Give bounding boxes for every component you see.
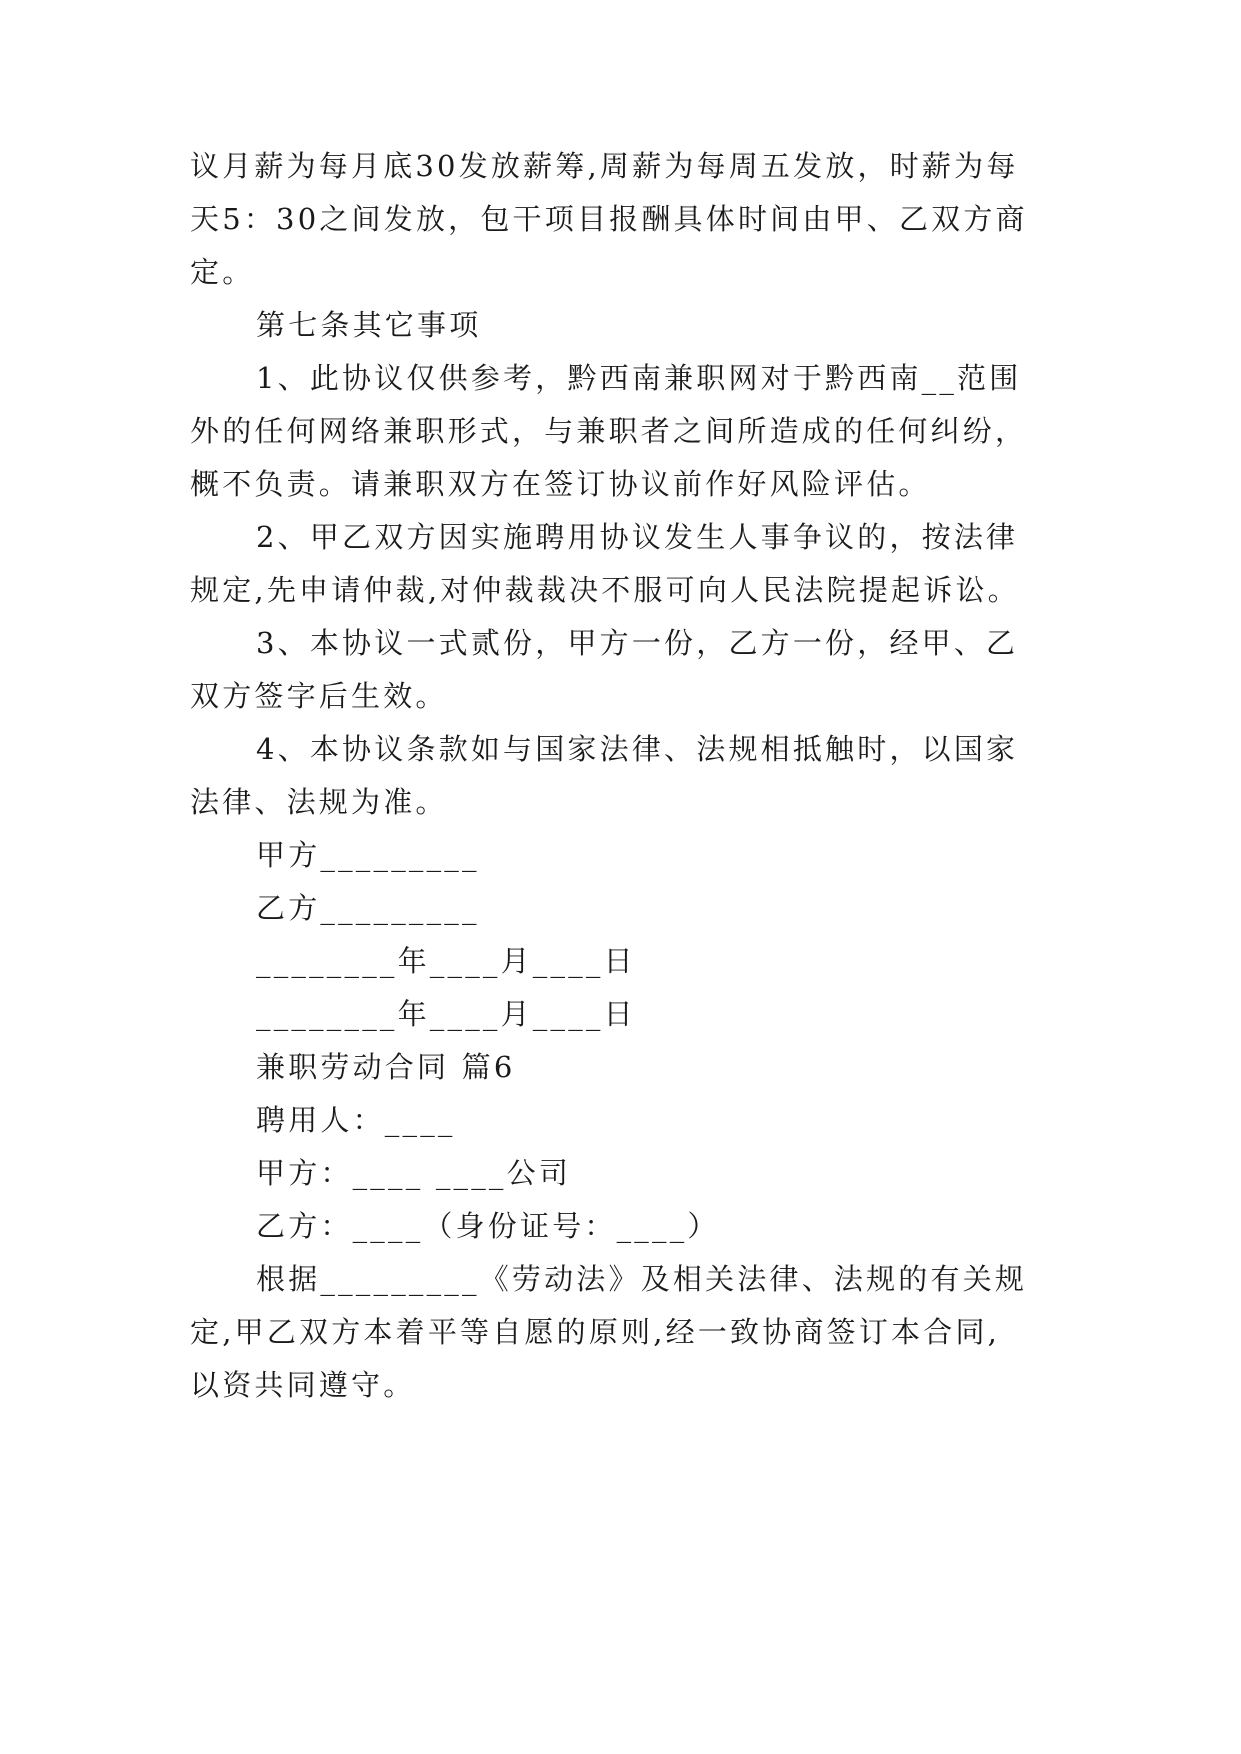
- party-b-field: 乙方：____（身份证号：____）: [256, 1209, 720, 1243]
- body-text-line: 定,甲乙双方本着平等自愿的原则,经一致协商签订本合同,: [190, 1315, 1001, 1349]
- body-text-line: 法律、法规为准。: [190, 785, 448, 819]
- signature-date: ________年____月____日: [256, 944, 636, 978]
- body-text-line: 定。: [190, 255, 255, 289]
- section-heading: 第七条其它事项: [256, 308, 482, 342]
- body-text-line: 根据_________《劳动法》及相关法律、法规的有关规: [256, 1262, 1028, 1296]
- signature-date: ________年____月____日: [256, 997, 636, 1031]
- party-a-field: 甲方：____ ____公司: [256, 1156, 572, 1190]
- body-text-line: 1、此协议仅供参考，黔西南兼职网对于黔西南__范围: [256, 361, 1022, 395]
- body-text-line: 议月薪为每月底30发放薪筹,周薪为每周五发放，时薪为每: [190, 149, 1019, 183]
- signature-party-a: 甲方_________: [256, 838, 480, 872]
- contract-title: 兼职劳动合同 篇6: [256, 1050, 516, 1084]
- body-text-line: 4、本协议条款如与国家法律、法规相抵触时，以国家: [256, 732, 1019, 766]
- body-text-line: 双方签字后生效。: [190, 679, 448, 713]
- employer-field: 聘用人：____: [256, 1103, 456, 1137]
- signature-party-b: 乙方_________: [256, 891, 480, 925]
- body-text-line: 2、甲乙双方因实施聘用协议发生人事争议的，按法律: [256, 520, 1019, 554]
- body-text-line: 外的任何网络兼职形式，与兼职者之间所造成的任何纠纷，: [190, 414, 1028, 448]
- body-text-line: 3、本协议一式贰份，甲方一份，乙方一份，经甲、乙: [256, 626, 1019, 660]
- body-text-line: 以资共同遵守。: [190, 1368, 416, 1402]
- body-text-line: 概不负责。请兼职双方在签订协议前作好风险评估。: [190, 467, 931, 501]
- body-text-line: 天5：30之间发放，包干项目报酬具体时间由甲、乙双方商: [190, 202, 1028, 236]
- body-text-line: 规定,先申请仲裁,对仲裁裁决不服可向人民法院提起诉讼。: [190, 573, 1020, 607]
